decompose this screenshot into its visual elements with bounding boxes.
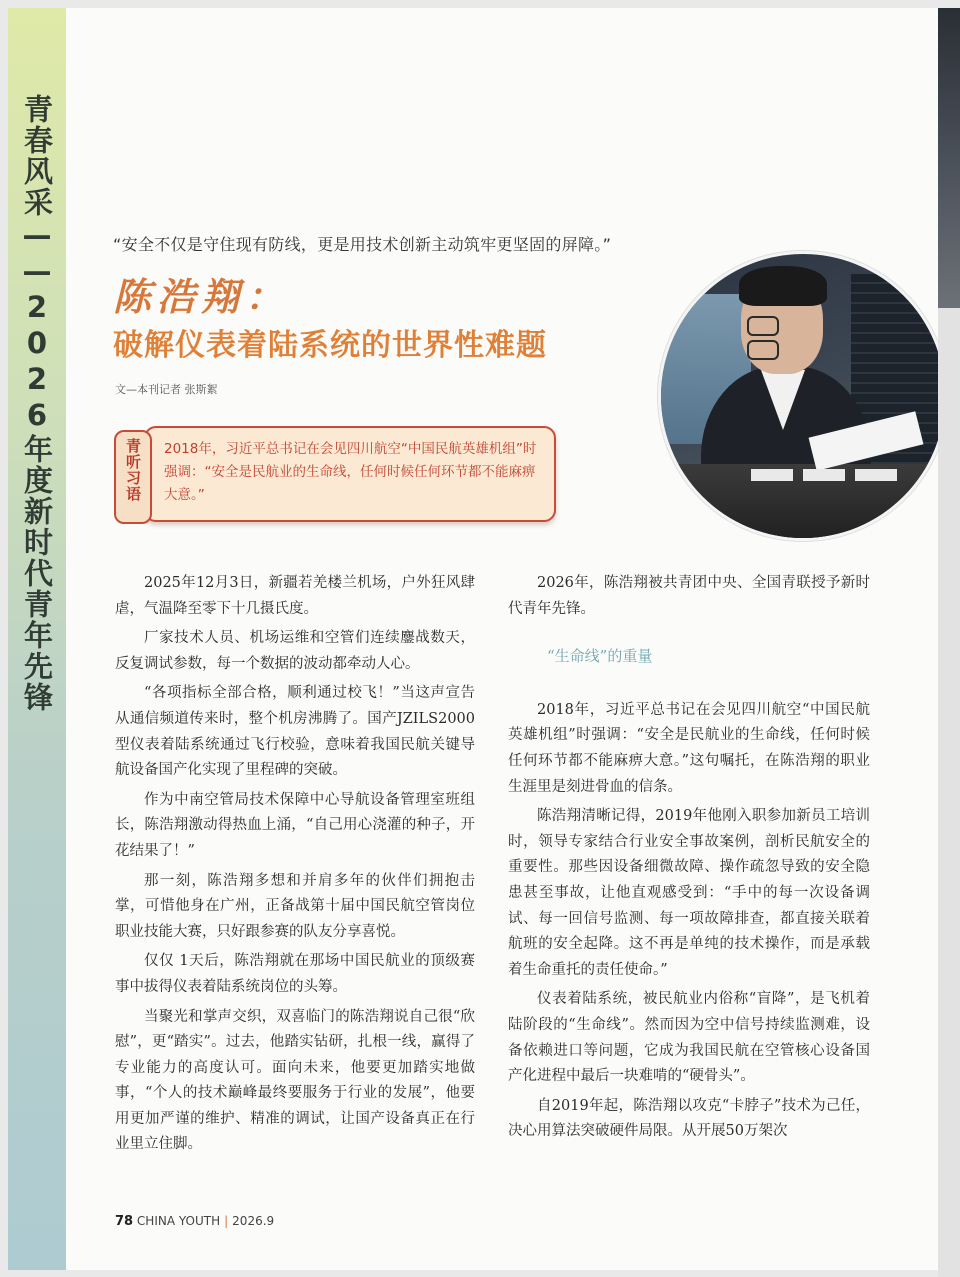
paragraph: 2026年，陈浩翔被共青团中央、全国青联授予新时代青年先锋。	[508, 575, 870, 617]
paragraph: 仅仅 1天后，陈浩翔就在那场中国民航业的顶级赛事中拔得仪表着陆系统岗位的头筹。	[115, 953, 475, 995]
page-number: 78	[115, 1214, 134, 1229]
paragraph: 自2019年起，陈浩翔以攻克“卡脖子”技术为己任，决心用算法突破硬件局限。从开展50万架次	[508, 1097, 870, 1140]
folio-separator: |	[224, 1214, 229, 1228]
paragraph: “各项指标全部合格，顺利通过校飞！”当这声宣告从通信频道传来时，整个机房沸腾了。国产JZILS2000型仪表着陆系统通过飞行校验，意味着我国民航关键导航设备国产化实现了里程碑的突破。	[115, 685, 475, 779]
paragraph: 作为中南空管局技术保障中心导航设备管理室班组长，陈浩翔激动得热血上涌，“自己用心浇灌的种子，开花结果了！”	[115, 791, 475, 859]
body-column-2	[508, 571, 870, 1149]
paragraph: 那一刻，陈浩翔多想和并肩多年的伙伴们拥抱击掌，可惜他身在广州，正备战第十届中国民航空管岗位职业技能大赛，只好跟参赛的队友分享喜悦。	[115, 872, 475, 940]
callout-text: 2018年，习近平总书记在会见四川航空“中国民航英雄机组”时强调：“安全是民航业的生命线，任何时候任何环节都不能麻痹大意。”	[164, 441, 537, 503]
paragraph: 厂家技术人员、机场运维和空管们连续鏖战数天，反复调试参数，每一个数据的波动都牵动人心。	[115, 630, 475, 672]
adjacent-page-edge-lower	[938, 308, 960, 1277]
paragraph: 陈浩翔清晰记得，2019年他刚入职参加新员工培训时，领导专家结合行业安全事故案例，剖析民航安全的重要性。那些因设备细微故障、操作疏忽导致的安全隐患甚至事故，让他直观感受到：“手中的每一次设备调试、每一回信号监测、每一项故障排查，都直接关联着航班的安全起降。这不再是单纯的技术操作，而是承载着生命重托的责任使命。”	[508, 808, 870, 978]
photo-glasses	[747, 316, 819, 334]
callout-tag-label: 青听习语	[124, 438, 142, 502]
page-folio	[115, 1214, 274, 1229]
paragraph: 当聚光和掌声交织，双喜临门的陈浩翔说自己很“欣慰”，更“踏实”。过去，他踏实钻研，扎根一线，赢得了专业能力的高度认可。面向未来，他要更加踏实地做事，“个人的技术巅峰最终要服务于行业的发展”，他要用更加严谨的维护、精准的调试，让国产设备真正在行业里立住脚。	[115, 1008, 475, 1153]
paragraph: 2018年，习近平总书记在会见四川航空“中国民航英雄机组”时强调：“安全是民航业的生命线，任何时候任何环节都不能麻痹大意。”这句嘱托，在陈浩翔的职业生涯里是刻进骨血的信条。	[508, 701, 870, 795]
callout-box	[114, 426, 554, 522]
magazine-name: CHINA YOUTH	[136, 1214, 221, 1228]
article-name-title: 陈浩翔：	[113, 274, 290, 319]
callout-tag	[114, 430, 152, 524]
pull-quote: “安全不仅是守住现有防线，更是用技术创新主动筑牢更坚固的屏障。”	[113, 235, 612, 254]
issue-date: 2026.9	[232, 1214, 275, 1228]
section-subhead: “生命线”的重量	[547, 647, 653, 666]
photo-hair	[739, 266, 827, 306]
section-title: 青春风采——2026年度新时代青年先锋	[20, 94, 54, 713]
adjacent-page-edge	[938, 8, 960, 308]
paragraph: 2025年12月3日，新疆若羌楼兰机场，户外狂风肆虐，气温降至零下十几摄氏度。	[115, 575, 475, 617]
magazine-page	[8, 8, 938, 1270]
paragraph: 仪表着陆系统，被民航业内俗称“盲降”，是飞机着陆阶段的“生命线”。然而因为空中信号持续监测难，设备依赖进口等问题，它成为我国民航在空管核心设备国产化进程中最后一块难啃的“硬骨头”。	[508, 991, 870, 1085]
byline: 文—本刊记者 张斯絮	[115, 383, 218, 396]
callout-panel	[144, 426, 556, 522]
section-sidebar	[8, 8, 66, 1270]
body-column-1	[115, 571, 475, 1162]
photo-name-cards	[751, 466, 921, 482]
portrait-photo	[658, 251, 938, 541]
article-headline: 破解仪表着陆系统的世界性难题	[113, 328, 547, 363]
